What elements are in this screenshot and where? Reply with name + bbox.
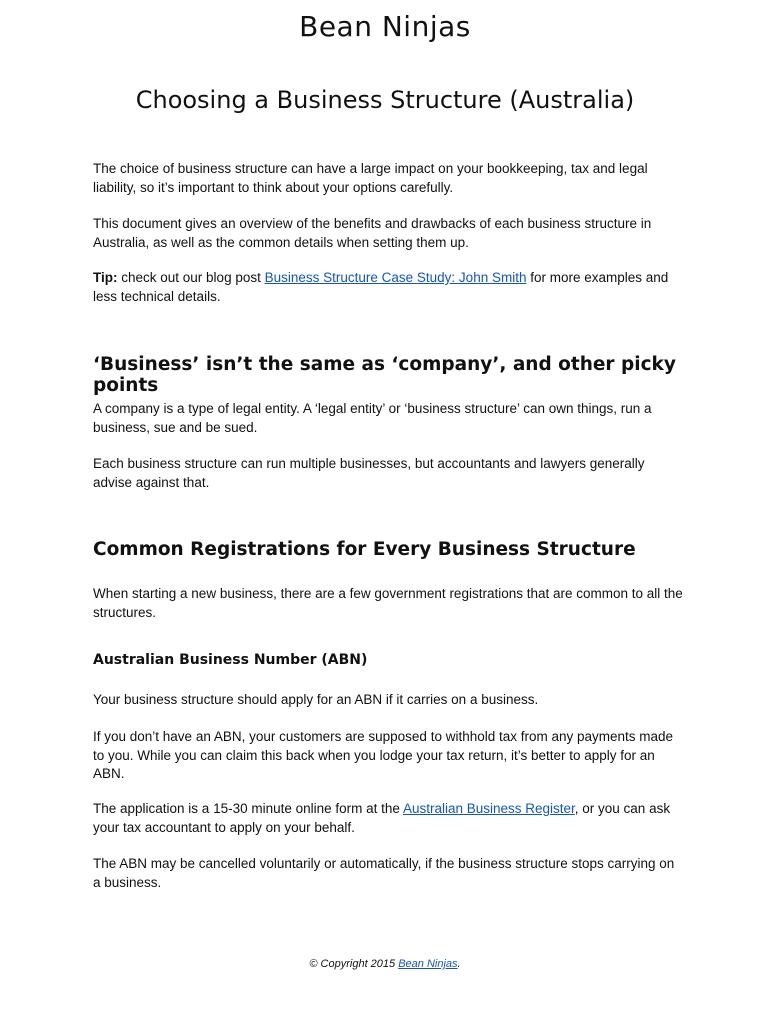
footer-bean-ninjas-link[interactable]: Bean Ninjas bbox=[398, 958, 458, 970]
footer-period: . bbox=[457, 958, 461, 970]
intro-paragraph-1: The choice of business structure can have a large impact on your bookkeeping, tax and legal liability, so it’s important to think about your options carefully. bbox=[93, 161, 648, 195]
tip-paragraph bbox=[93, 269, 683, 306]
abn-p3-after: , or you can ask your tax accountant to apply on your behalf. bbox=[93, 801, 671, 835]
subheading-abn: Australian Business Number (ABN) bbox=[93, 652, 368, 668]
abn-paragraph-4: The ABN may be cancelled voluntarily or automatically, if the business structure stops carrying on a business. bbox=[93, 856, 675, 890]
section-heading-common-registrations: Common Registrations for Every Business Structure bbox=[93, 539, 636, 560]
copyright-footer bbox=[0, 958, 770, 970]
document-title: Choosing a Business Structure (Australia) bbox=[135, 86, 635, 114]
abr-link[interactable]: Australian Business Register bbox=[402, 801, 575, 816]
abn-paragraph-1: Your business structure should apply for an ABN if it carries on a business. bbox=[93, 692, 539, 707]
section1-paragraph-1: A company is a type of legal entity. A ‘legal entity’ or ‘business structure’ can own things, run a business, sue and be sued. bbox=[93, 401, 652, 435]
section1-paragraph-2: Each business structure can run multiple businesses, but accountants and lawyers generally advise against that. bbox=[93, 456, 645, 490]
tip-label: Tip: bbox=[93, 270, 118, 285]
tip-text-before: check out our blog post bbox=[117, 270, 265, 285]
section2-paragraph-1: When starting a new business, there are a few government registrations that are common to all the structures. bbox=[93, 586, 683, 620]
section-heading-business-vs-company: ‘Business’ isn’t the same as ‘company’, and other picky points bbox=[93, 354, 676, 396]
case-study-link[interactable]: Business Structure Case Study: John Smith bbox=[264, 270, 527, 285]
copyright-text: © Copyright 2015 bbox=[309, 958, 399, 970]
intro-paragraph-2: This document gives an overview of the benefits and drawbacks of each business structure in Australia, as well as the common details when setting them up. bbox=[93, 216, 652, 250]
tip-text-after: for more examples and less technical details. bbox=[93, 270, 669, 304]
brand-logo-text: Bean Ninjas bbox=[299, 10, 471, 43]
abn-paragraph-3 bbox=[93, 800, 683, 837]
abn-paragraph-2: If you don’t have an ABN, your customers are supposed to withhold tax from any payments made to you. While you can claim this back when you lodge your tax return, it’s better to apply for an ABN. bbox=[93, 729, 674, 781]
abn-p3-before: The application is a 15-30 minute online form at the bbox=[93, 801, 403, 816]
